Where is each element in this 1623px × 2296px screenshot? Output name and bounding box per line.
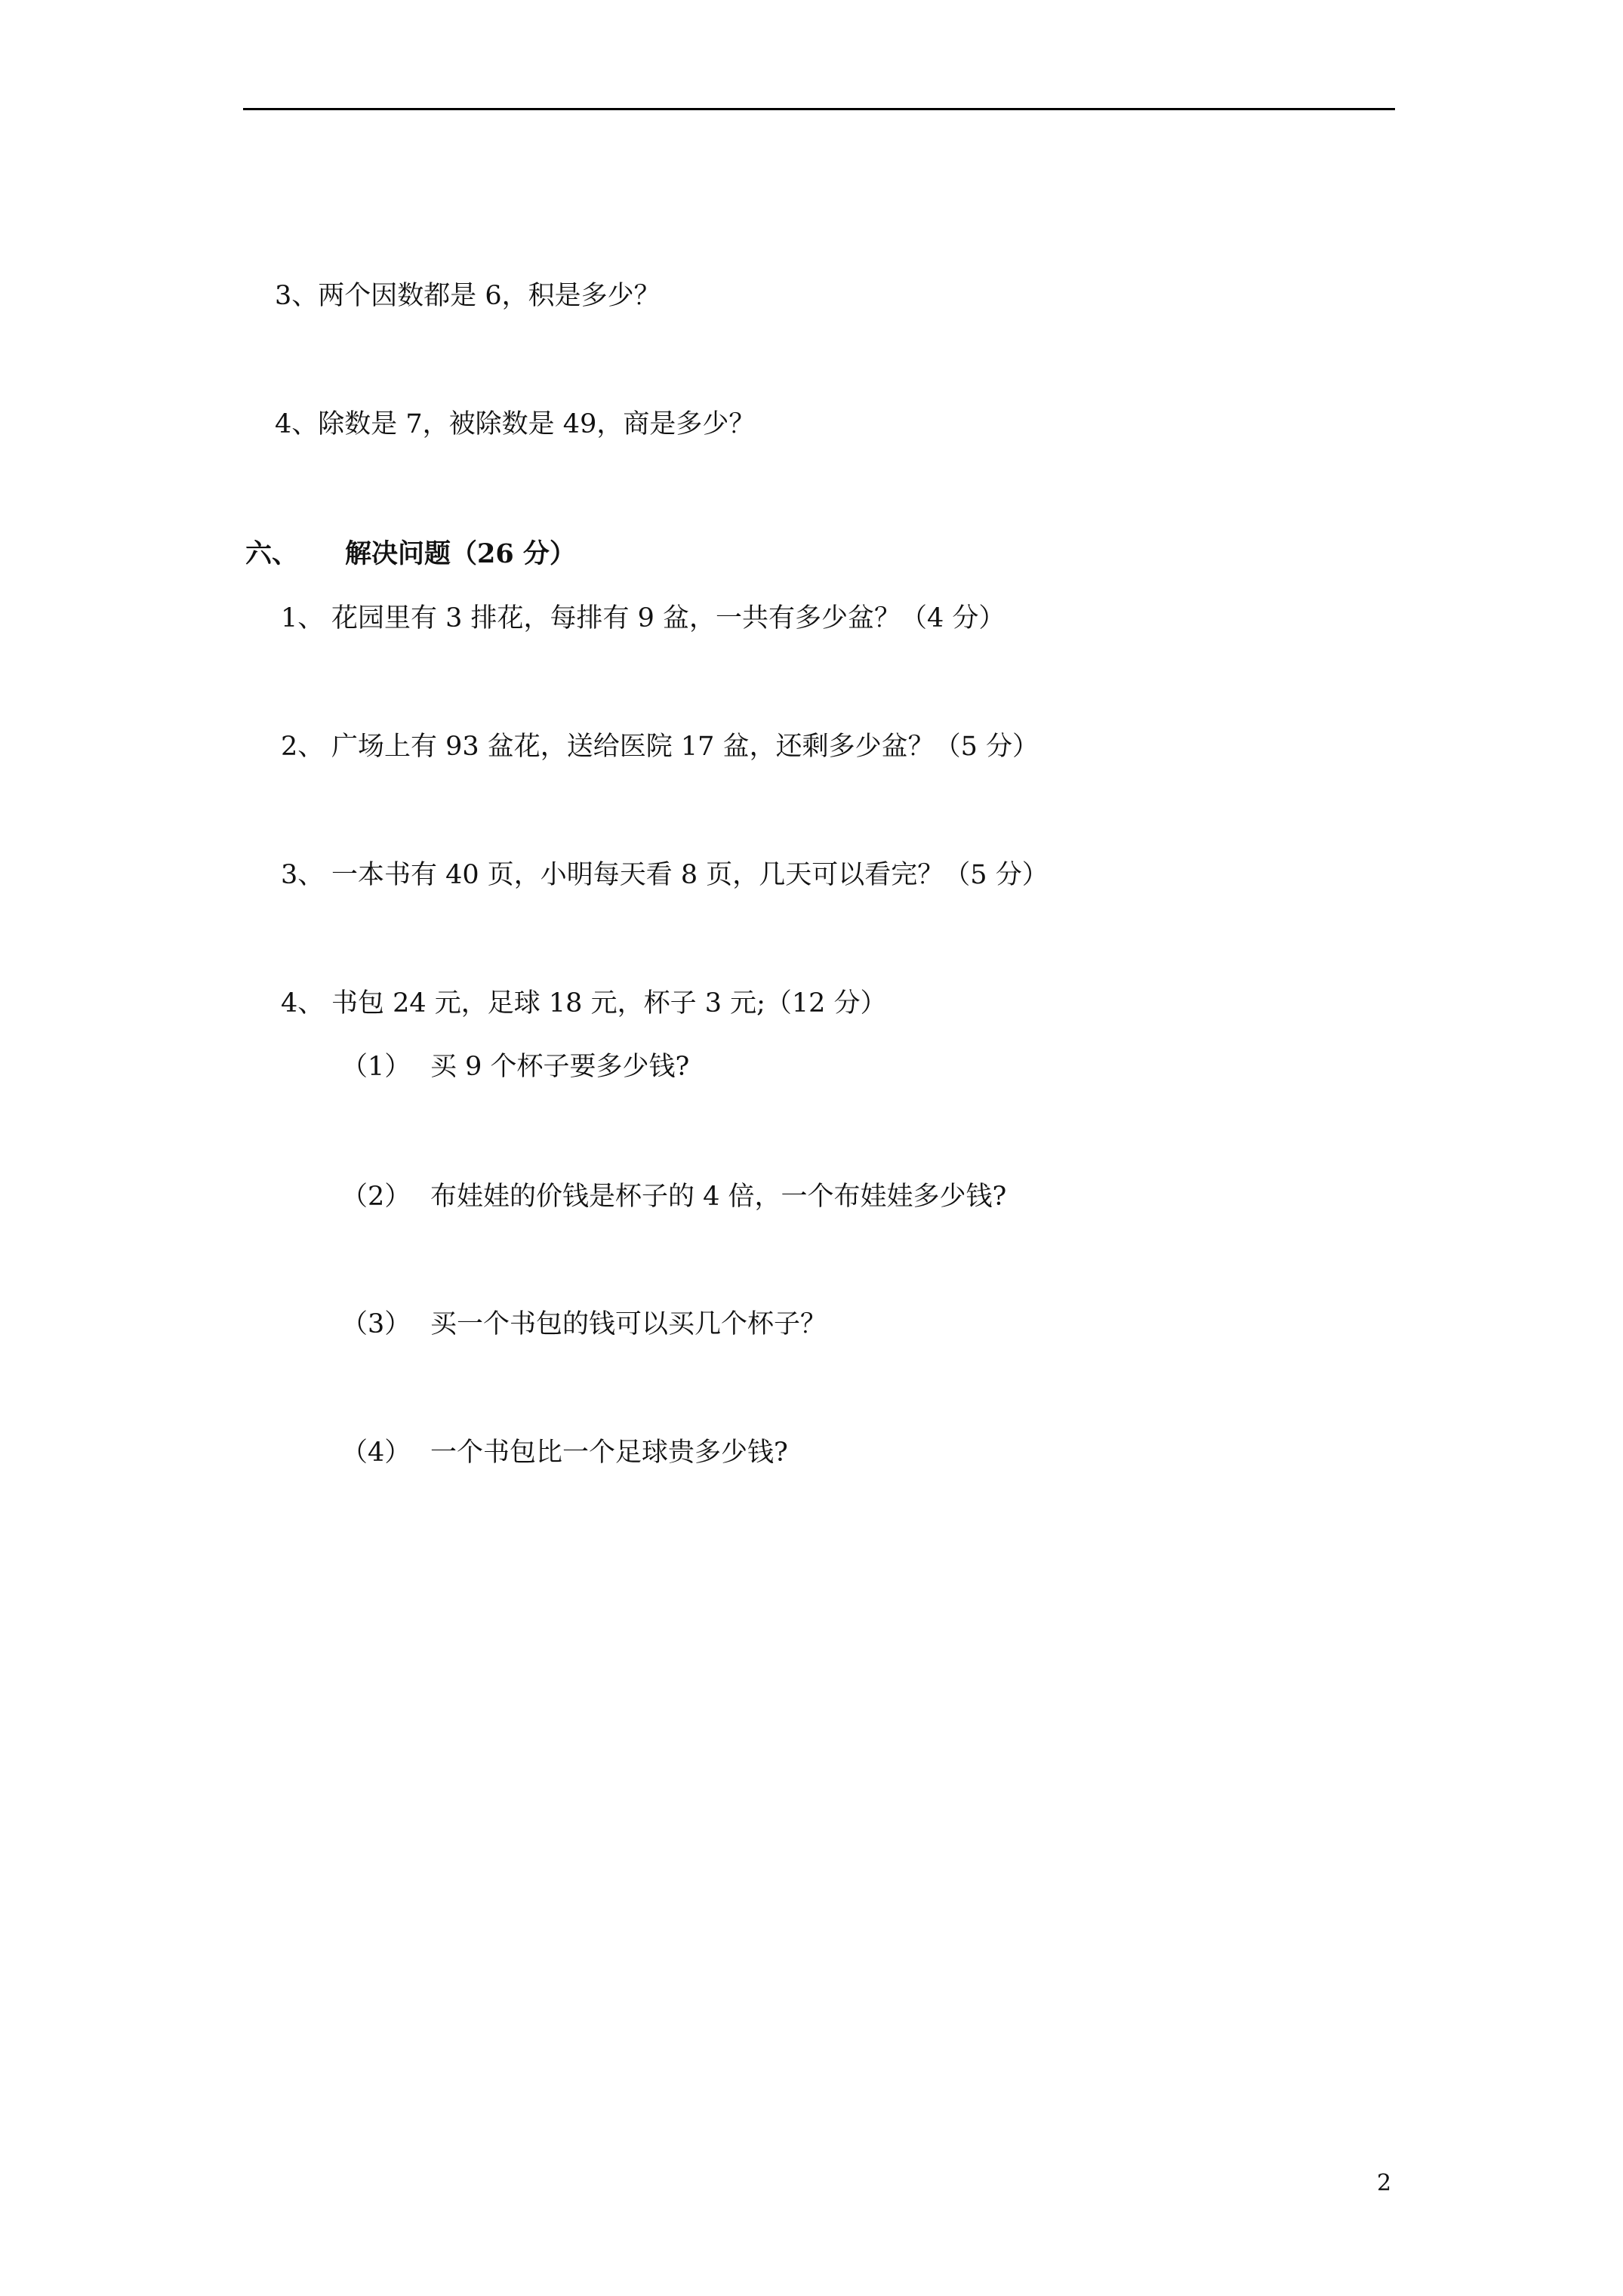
sub-question (341, 1049, 689, 1085)
problem-number: 1、 (281, 603, 325, 633)
word-problem (281, 985, 887, 1022)
sub-question-text: 买 9 个杯子要多少钱? (430, 1052, 690, 1082)
question-text: 除数是 7，被除数是 49，商是多少？ (318, 409, 756, 439)
sub-question-number: （2） (341, 1182, 411, 1212)
problem-text: 广场上有 93 盆花，送给医院 17 盆，还剩多少盆？（5 分） (331, 732, 1039, 762)
section-heading (245, 536, 576, 572)
word-problem (281, 729, 1039, 765)
section-title: 解决问题（26 分） (345, 538, 576, 569)
sub-question-text: 布娃娃的价钱是杯子的 4 倍，一个布娃娃多少钱? (430, 1182, 1007, 1212)
question-number: 3、 (275, 281, 319, 311)
section-number: 六、 (245, 538, 299, 569)
problem-text: 一本书有 40 页，小明每天看 8 页，几天可以看完？（5 分） (331, 860, 1049, 890)
question-number: 4、 (275, 409, 319, 439)
header-rule (243, 108, 1395, 110)
problem-number: 4、 (281, 988, 325, 1019)
sub-question-number: （3） (341, 1309, 411, 1339)
word-problem (281, 857, 1049, 893)
problem-text: 花园里有 3 排花，每排有 9 盆，一共有多少盆？（4 分） (331, 603, 1006, 633)
sub-question (341, 1435, 788, 1471)
problem-number: 3、 (281, 860, 325, 890)
problem-text: 书包 24 元，足球 18 元，杯子 3 元;（12 分） (331, 988, 887, 1019)
sub-question (341, 1306, 827, 1342)
word-problem (281, 600, 1005, 636)
page-number: 2 (1377, 2170, 1392, 2196)
sub-question (341, 1179, 1006, 1215)
question-text: 两个因数都是 6，积是多少？ (318, 281, 661, 311)
sub-question-number: （1） (341, 1052, 411, 1082)
question-item (275, 406, 755, 442)
question-item (275, 278, 661, 314)
sub-question-text: 一个书包比一个足球贵多少钱? (430, 1438, 788, 1468)
sub-question-text: 买一个书包的钱可以买几个杯子？ (430, 1309, 827, 1339)
sub-question-number: （4） (341, 1438, 411, 1468)
problem-number: 2、 (281, 732, 325, 762)
